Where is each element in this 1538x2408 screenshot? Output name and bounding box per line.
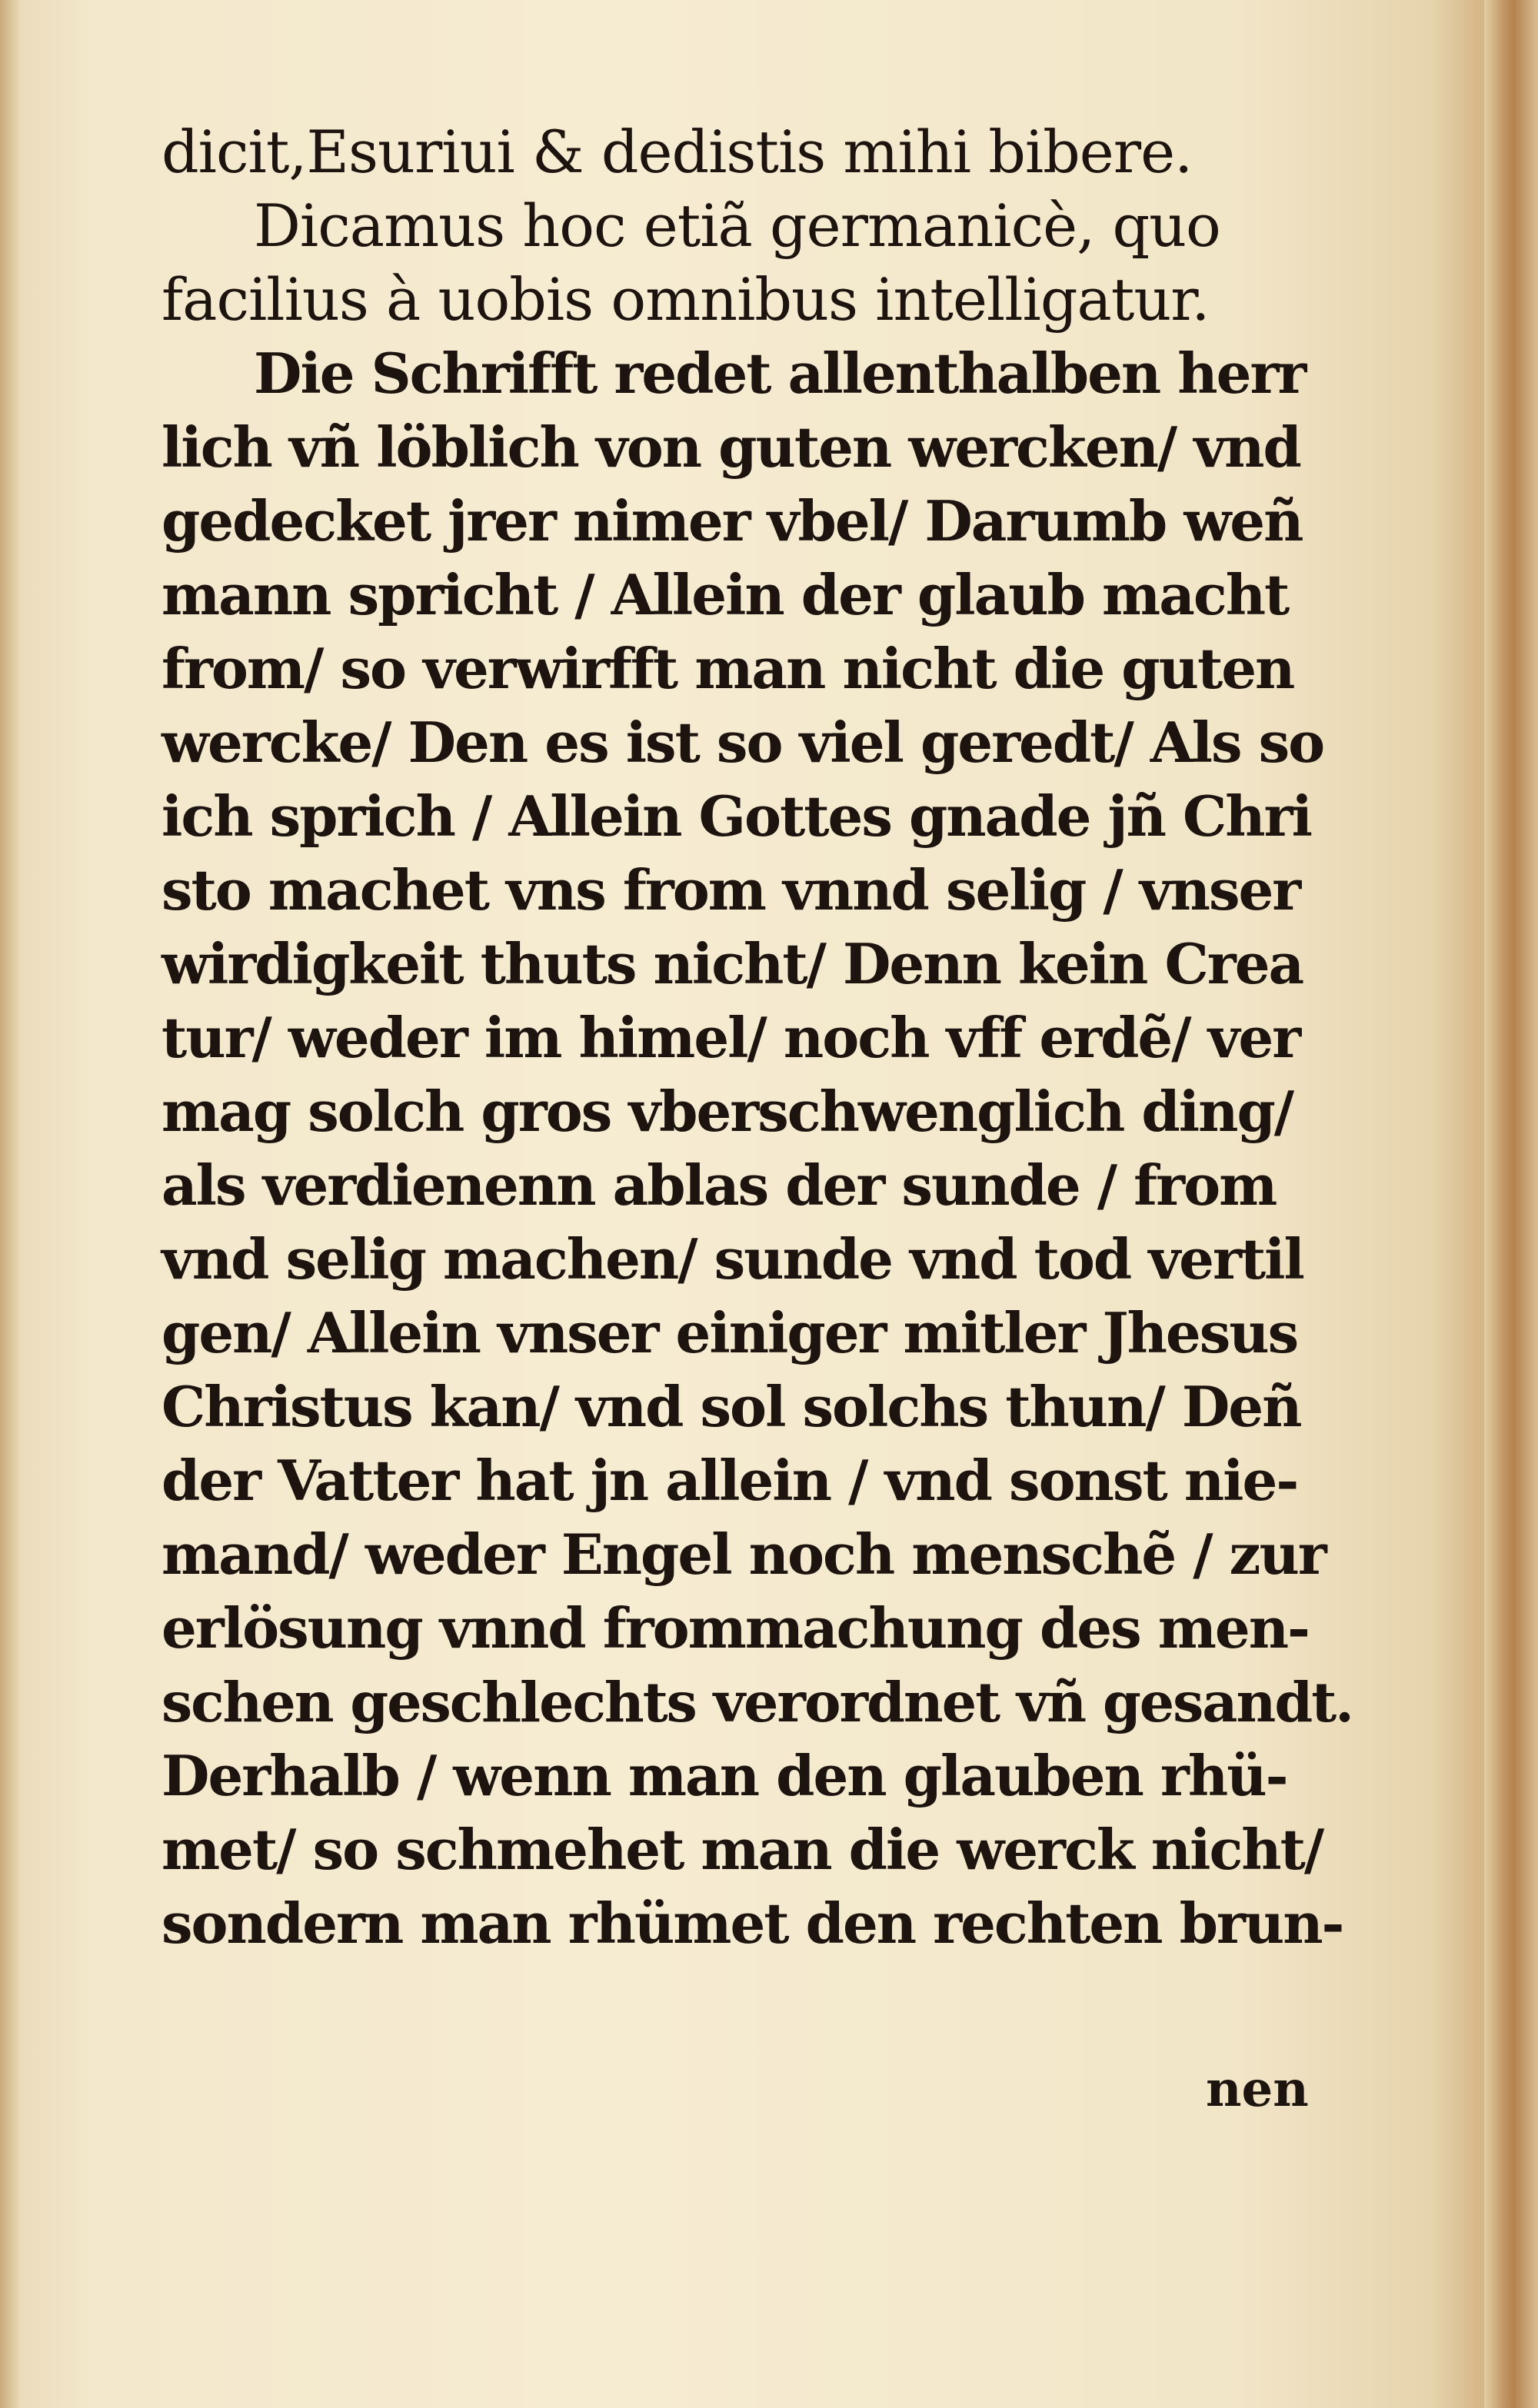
text-line: gedecket jrer nimer vbel/ Darumb weñ [161,488,1303,554]
text-line: Christus kan/ vnd sol solchs thun/ Deñ [161,1374,1301,1439]
text-line: Derhalb / wenn man den glauben rhü- [161,1743,1287,1808]
text-line: gen/ Allein vnser einiger mitler Jhesus [161,1300,1298,1365]
text-line: Die Schrifft redet allenthalben herr [254,341,1306,406]
text-line: erlösung vnnd frommachung des men- [161,1595,1309,1661]
catchword: nen [1206,2060,1309,2118]
text-line: lich vñ löblich von guten wercken/ vnd [161,414,1300,480]
text-line: mand/ weder Engel noch menschẽ / zur [161,1522,1326,1587]
text-line: sondern man rhümet den rechten brun- [161,1891,1343,1956]
text-line: facilius à uobis omnibus intelligatur. [161,265,1210,334]
text-line: als verdienenn ablas der sunde / from [161,1152,1277,1218]
text-line: wirdigkeit thuts nicht/ Denn kein Crea [161,931,1303,996]
text-line: Dicamus hoc etiã germanicè, quo [254,191,1220,260]
text-line: sto machet vns from vnnd selig / vnser [161,857,1300,923]
text-line: ich sprich / Allein Gottes gnade jñ Chri [161,783,1311,849]
text-line: mann spricht / Allein der glaub macht [161,562,1289,627]
text-line: dicit,Esuriui & dedistis mihi bibere. [161,118,1193,186]
text-block [161,115,1353,1961]
page-gutter-shadow [0,0,20,2408]
text-line: tur/ weder im himel/ noch vff erdẽ/ ver [161,1005,1300,1070]
text-line: mag solch gros vberschwenglich ding/ [161,1079,1293,1144]
text-line: schen geschlechts verordnet vñ gesandt. [161,1670,1353,1734]
text-line: vnd selig machen/ sunde vnd tod vertil [161,1226,1303,1292]
text-line: from/ so verwirfft man nicht die guten [161,636,1294,701]
page-fore-edge [1484,0,1538,2408]
text-line: met/ so schmehet man die werck nicht/ [161,1817,1323,1882]
text-line: der Vatter hat jn allein / vnd sonst nie- [161,1448,1298,1513]
text-line: wercke/ Den es ist so viel geredt/ Als so [161,710,1324,775]
